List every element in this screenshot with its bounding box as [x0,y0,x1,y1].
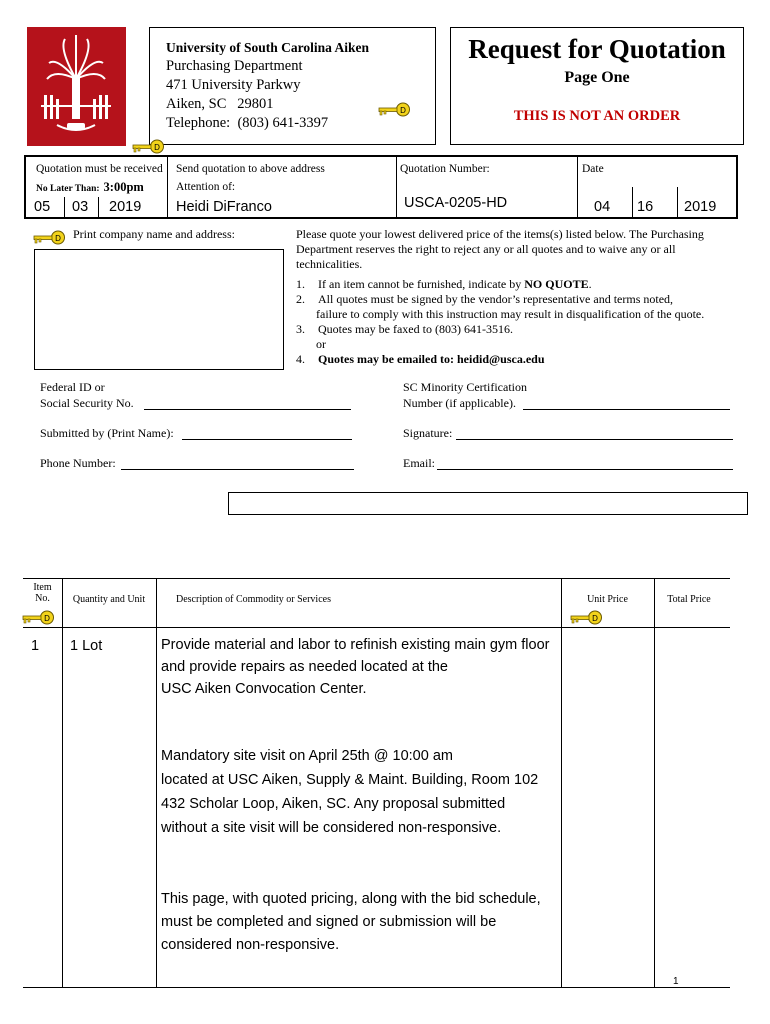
svg-text:D: D [592,614,598,623]
telephone: Telephone: (803) 641-3397 [166,115,329,131]
table-column-divider [62,578,63,987]
instruction-1-text: If an item cannot be furnished, indicate by [318,277,522,291]
page-label: Page One [564,69,630,86]
header-item-label: Item [33,582,52,593]
federal-id-label: Federal ID or [40,380,105,394]
instruction-2-line-2: failure to comply with this instruction may result in disqualification of the quote. [316,307,705,321]
date-month: 04 [594,199,611,215]
divider [632,187,633,217]
deadline-line [36,178,144,196]
quotation-info-bar [24,155,738,219]
quotation-number: USCA-0205-HD [404,195,508,211]
federal-id-field[interactable] [144,409,351,410]
site-visit-line: 432 Scholar Loop, Aiken, SC. Any proposal submitted [161,796,506,812]
table-column-divider [561,578,562,987]
site-visit-line: located at USC Aiken, Supply & Maint. Building, Room 102 [161,772,539,788]
key-icon [569,609,603,626]
header-description: Description of Commodity or Services [176,594,331,605]
instructions-intro-2: Department reserves the right to reject any or all quotes and to waive any or all [296,242,676,256]
key-icon [377,101,411,118]
description-line: and provide repairs as needed located at the [161,659,448,675]
email-field[interactable] [437,469,733,470]
instruction-4: Quotes may be emailed to: heidid@usca.edu [318,352,545,366]
minority-number-field[interactable] [523,409,730,410]
header-unit-price: Unit Price [587,594,628,605]
blank-entry-box[interactable] [228,492,748,515]
divider [677,187,678,217]
header-quantity: Quantity and Unit [72,594,146,605]
instructions-intro-3: technicalities. [296,257,363,271]
instruction-2-line-1: All quotes must be signed by the vendor’s representative and terms noted, [318,292,674,306]
divider [98,197,99,217]
email-label: Email: [403,456,435,470]
due-day: 03 [72,199,89,215]
pricing-note-line: must be completed and signed or submission will be [161,914,497,930]
instruction-3: Quotes may be faxed to (803) 641-3516. [318,322,513,336]
phone-field[interactable] [121,469,354,470]
department-name: Purchasing Department [166,58,303,74]
svg-text:D: D [44,614,50,623]
city-state-zip: Aiken, SC 29801 [166,96,274,112]
instruction-1: If an item cannot be furnished, indicate by NO QUOTE. [318,277,592,291]
instruction-or: or [316,337,326,351]
divider [577,157,578,217]
site-visit-line: Mandatory site visit on April 25th @ 10:00 am [161,748,453,764]
header-total-price: Total Price [667,594,711,605]
key-icon [21,609,55,626]
quotation-number-label: Quotation Number: [400,163,490,175]
not-an-order-notice: THIS IS NOT AN ORDER [513,108,681,124]
key-icon [32,229,66,246]
description-line: USC Aiken Convocation Center. [161,681,367,697]
instruction-number: 3. [296,322,305,336]
svg-text:D: D [154,143,160,152]
instruction-number: 1. [296,277,305,291]
due-month: 05 [34,199,51,215]
company-address-field[interactable] [34,249,284,370]
minority-cert-label: SC Minority Certification [403,380,527,394]
instructions-intro-1: Please quote your lowest delivered price of the items(s) listed below. The Purchasing [296,227,704,241]
no-quote-text: NO QUOTE [524,277,589,291]
company-label: Print company name and address: [73,227,235,241]
header-no-label: No. [35,593,50,604]
signature-field[interactable] [456,439,733,440]
pricing-note-line: This page, with quoted pricing, along with the bid schedule, [161,891,541,907]
submitted-by-field[interactable] [182,439,352,440]
send-label: Send quotation to above address [176,163,325,175]
title-box [450,27,744,145]
divider [167,157,168,217]
table-column-divider [654,578,655,987]
deadline-time: 3:00pm [103,180,144,194]
street-address: 471 University Parkwy [166,77,301,93]
attention-name: Heidi DiFranco [176,199,272,215]
ssn-label: Social Security No. [40,396,134,410]
row-description [161,634,560,700]
key-icon [131,138,165,155]
header-item-no [23,582,62,604]
date-day: 16 [637,199,654,215]
svg-text:D: D [400,106,406,115]
no-later-label: No Later Than: [36,184,100,194]
table-top-rule [23,578,730,579]
attention-label: Attention of: [176,181,236,193]
instruction-number: 4. [296,352,305,366]
pricing-note-line: considered non-responsive. [161,937,340,953]
due-year: 2019 [109,199,142,215]
palmetto-logo [27,27,126,146]
phone-label: Phone Number: [40,456,116,470]
minority-number-label: Number (if applicable). [403,396,516,410]
table-column-divider [156,578,157,987]
row-quantity: 1 Lot [70,638,103,654]
page-title: Request for Quotation [468,34,726,64]
instruction-number: 2. [296,292,305,306]
site-visit-block [161,744,538,840]
page-number: 1 [673,976,679,987]
signature-label: Signature: [403,426,453,440]
address-box [149,27,436,145]
table-header-rule [23,627,730,628]
site-visit-line: without a site visit will be considered non-responsive. [161,820,502,836]
pricing-note-block [161,888,541,957]
date-label: Date [582,163,604,175]
svg-text:D: D [55,234,61,243]
submitted-by-label: Submitted by (Print Name): [40,426,174,440]
received-label: Quotation must be received [36,163,163,175]
university-name: University of South Carolina Aiken [166,40,370,55]
description-line: Provide material and labor to refinish existing main gym floor [161,637,550,653]
table-bottom-rule [23,987,730,988]
divider [64,197,65,217]
row-item-number: 1 [31,638,40,654]
date-year: 2019 [684,199,717,215]
divider [396,157,397,217]
